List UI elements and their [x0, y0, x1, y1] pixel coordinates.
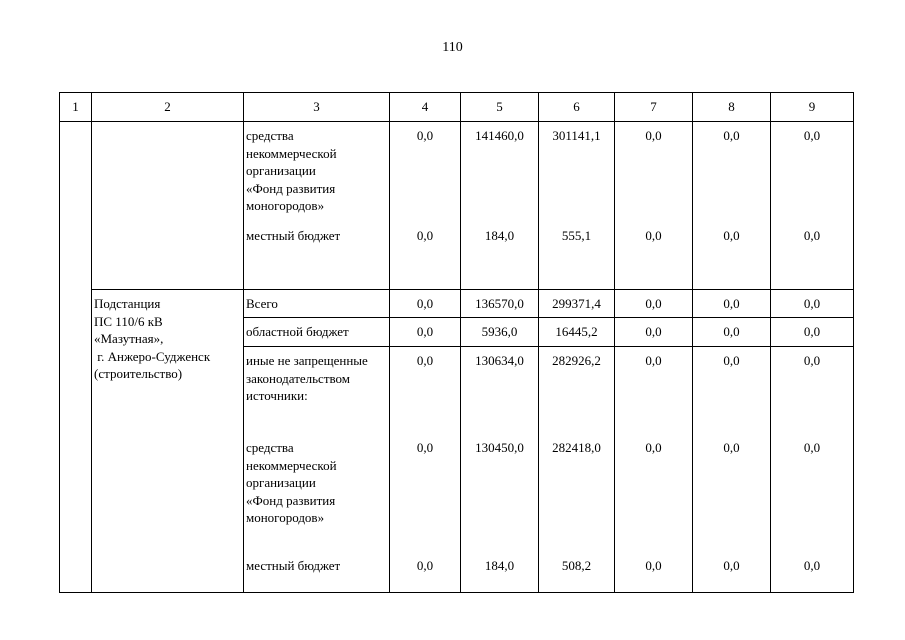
value-cell: 16445,2 — [539, 318, 615, 347]
value-cell: 0,0 — [615, 290, 693, 318]
value: 0,0 — [416, 228, 434, 243]
value: 184,0 — [484, 558, 515, 573]
value-cell — [771, 347, 854, 593]
value-cell: 299371,4 — [539, 290, 615, 318]
value-cell: 0,0 — [615, 318, 693, 347]
label-line: местный бюджет — [246, 228, 341, 243]
value: 0,0 — [803, 353, 821, 368]
value: 130450,0 — [475, 440, 524, 455]
label-line: организации — [246, 163, 316, 178]
value-cell — [615, 347, 693, 593]
label-line: иные не запрещенные — [246, 353, 368, 368]
value: 282418,0 — [552, 440, 601, 455]
header-cell-7: 7 — [615, 93, 693, 122]
value: 0,0 — [645, 353, 662, 368]
value: 0,0 — [723, 228, 740, 243]
value: 301141,1 — [552, 128, 601, 143]
site-name-line: Подстанция — [94, 296, 161, 311]
label-line: средства — [246, 128, 294, 143]
budget-table — [59, 92, 854, 593]
site-name-cell — [92, 290, 244, 593]
header-cell-8: 8 — [693, 93, 771, 122]
label-line: «Фонд развития — [246, 180, 336, 196]
value-cell — [539, 347, 615, 593]
label-line: законодательством — [246, 370, 351, 386]
header-cell-9: 9 — [771, 93, 854, 122]
site-name-cell-empty — [92, 122, 244, 290]
value-cell: 136570,0 — [461, 290, 539, 318]
value: 0,0 — [803, 228, 821, 243]
label-line: местный бюджет — [246, 558, 341, 573]
value: 0,0 — [803, 558, 821, 573]
funding-source-cell — [244, 122, 390, 290]
value: 130634,0 — [475, 353, 524, 368]
header-cell-2: 2 — [92, 93, 244, 122]
value-cell — [693, 122, 771, 290]
value-cell: 0,0 — [771, 290, 854, 318]
value-cell — [771, 122, 854, 290]
site-name-line: г. Анжеро-Судженск — [94, 348, 211, 364]
site-name-line: ПС 110/6 кВ — [94, 313, 163, 329]
header-cell-1: 1 — [60, 93, 92, 122]
label-line: некоммерческой — [246, 145, 337, 161]
value: 0,0 — [416, 558, 434, 573]
value: 555,1 — [561, 228, 592, 243]
value: 184,0 — [484, 228, 515, 243]
index-cell — [60, 122, 92, 593]
value: 0,0 — [645, 440, 662, 455]
funding-source-cell — [244, 290, 390, 318]
value: 0,0 — [723, 558, 740, 573]
value: 0,0 — [803, 128, 821, 143]
value: 0,0 — [803, 440, 821, 455]
value-cell: 0,0 — [390, 290, 461, 318]
value: 0,0 — [645, 228, 662, 243]
value: 508,2 — [561, 558, 592, 573]
label-line: моногородов» — [246, 198, 325, 213]
value: 0,0 — [416, 440, 434, 455]
label-line: областной бюджет — [246, 324, 349, 339]
label-line: моногородов» — [246, 510, 325, 525]
header-cell-3: 3 — [244, 93, 390, 122]
table-row — [60, 290, 854, 318]
label-line: Всего — [246, 296, 278, 311]
funding-source-cell — [244, 347, 390, 593]
value: 0,0 — [416, 353, 434, 368]
value: 0,0 — [416, 128, 434, 143]
label-line: некоммерческой — [246, 457, 337, 473]
site-name-line: (строительство) — [94, 366, 183, 381]
value-cell: 0,0 — [771, 318, 854, 347]
site-name-line: «Мазутная», — [94, 331, 164, 346]
label-line: «Фонд развития — [246, 492, 336, 508]
label-line: средства — [246, 440, 294, 455]
value-cell — [390, 122, 461, 290]
funding-source-cell — [244, 318, 390, 347]
header-cell-4: 4 — [390, 93, 461, 122]
value: 0,0 — [723, 353, 740, 368]
value: 141460,0 — [475, 128, 524, 143]
label-line: организации — [246, 475, 316, 490]
value-cell — [615, 122, 693, 290]
value-cell: 5936,0 — [461, 318, 539, 347]
value-cell — [390, 347, 461, 593]
table-row — [60, 122, 854, 290]
header-cell-5: 5 — [461, 93, 539, 122]
value-cell — [461, 122, 539, 290]
value: 282926,2 — [552, 353, 601, 368]
value-cell: 0,0 — [390, 318, 461, 347]
value: 0,0 — [645, 558, 662, 573]
value-cell — [693, 347, 771, 593]
header-cell-6: 6 — [539, 93, 615, 122]
value: 0,0 — [723, 128, 740, 143]
label-line: источники: — [246, 388, 308, 403]
value-cell: 0,0 — [693, 290, 771, 318]
value-cell: 0,0 — [693, 318, 771, 347]
header-row — [60, 93, 854, 122]
value-cell — [539, 122, 615, 290]
value: 0,0 — [723, 440, 740, 455]
page-number: 110 — [442, 40, 463, 55]
value-cell — [461, 347, 539, 593]
value: 0,0 — [645, 128, 662, 143]
